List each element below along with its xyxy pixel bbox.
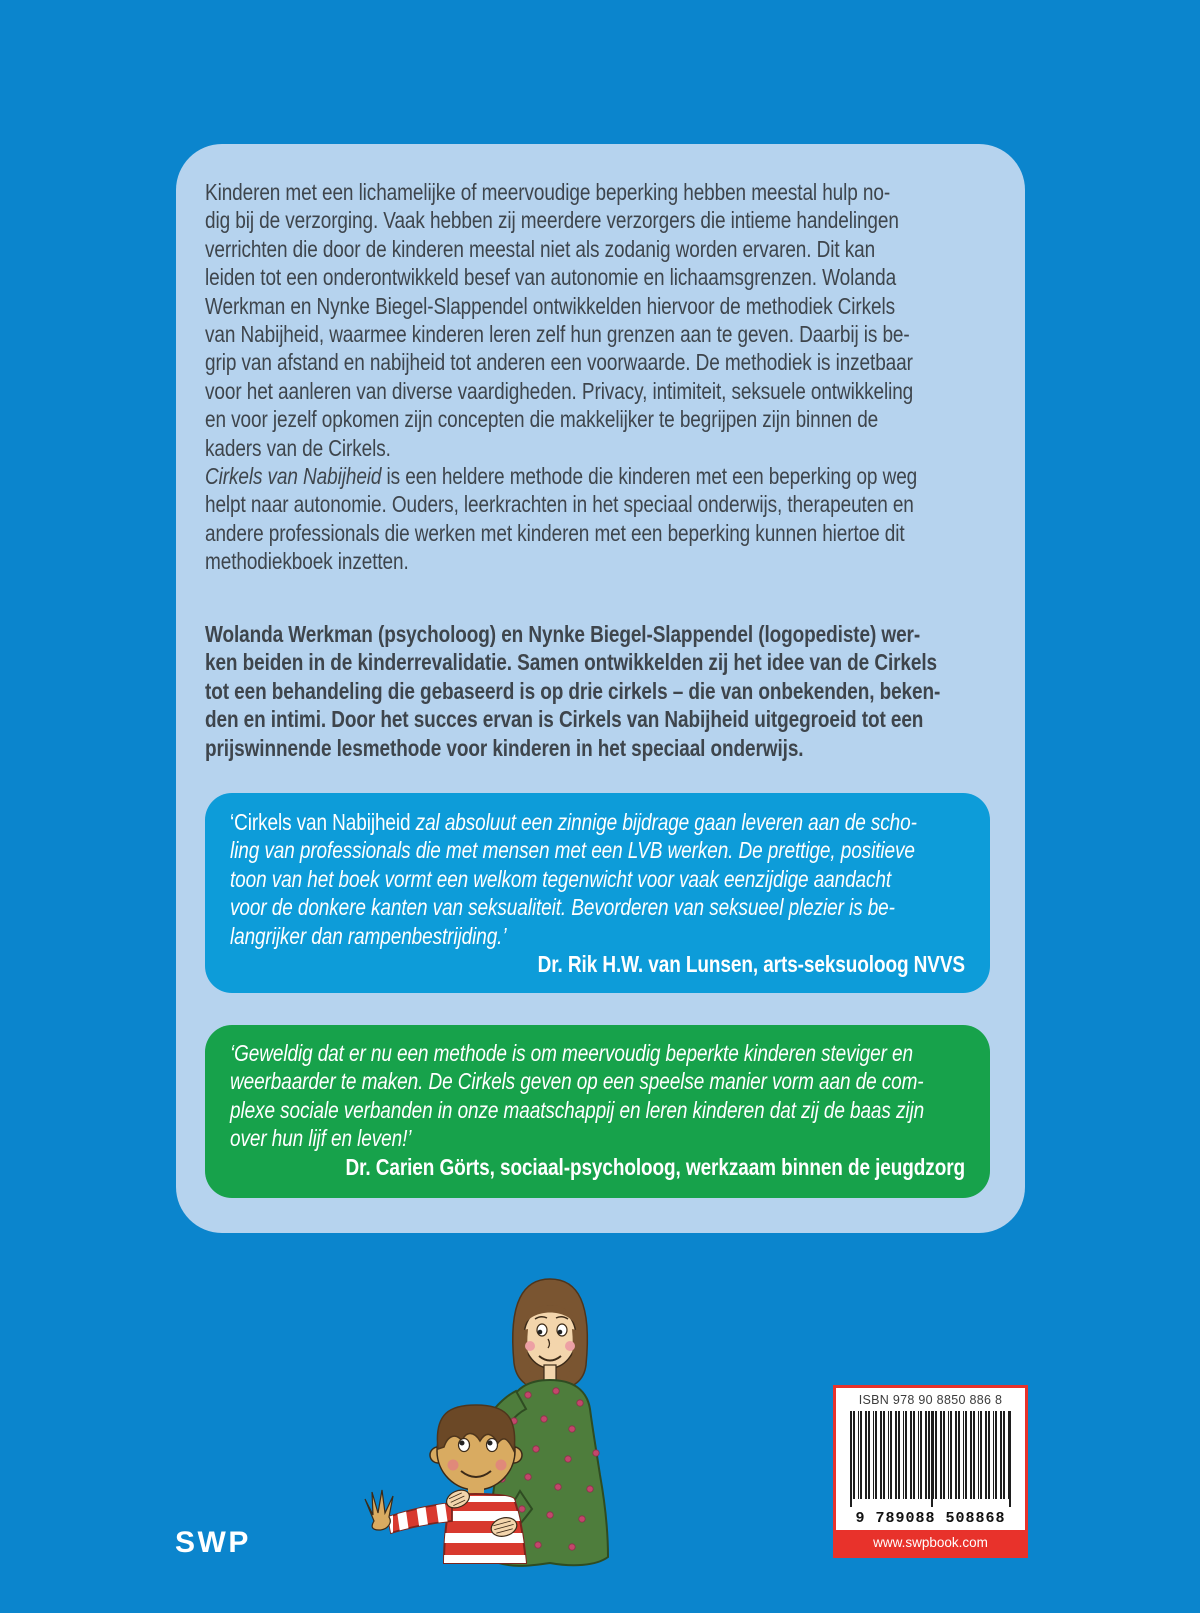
text-line: plexe sociale verbanden in onze maatschappij en leren kinderen dat zij de baas zijn [230,1098,925,1124]
text-line: Kinderen met een lichamelijke of meervoudige beperking hebben meestal hulp no- [205,180,891,206]
text-line: helpt naar autonomie. Ouders, leerkrachten in het speciaal onderwijs, therapeuten en [205,493,914,519]
publisher-website: www.swpbook.com [836,1530,1025,1555]
text-line: van Nabijheid, waarmee kinderen leren zelf hun grenzen aan te geven. Daarbij is be- [205,322,910,348]
text-line: voor het aanleren van diverse vaardigheden. Privacy, intimiteit, seksuele ontwikkeling [205,379,914,405]
text-line: Wolanda Werkman (psycholoog) en Nynke Biegel-Slappendel (logopediste) wer- [205,622,921,648]
quote-attribution: Dr. Carien Görts, sociaal-psycholoog, werkzaam binnen de jeugdzorg [345,1155,965,1181]
text-panel [176,144,1025,1233]
publisher-logo: SWP [175,1526,251,1559]
barcode [850,1411,1011,1499]
intro-paragraphs [205,180,1007,577]
text-line: den en intimi. Door het succes ervan is Cirkels van Nabijheid uitgegroeid tot een [205,707,924,734]
review-quote-green [205,1025,990,1198]
text-line: en voor jezelf opkomen zijn concepten die makkelijker te begrijpen zijn binnen de [205,407,879,434]
book-title-inline: ‘Cirkels van Nabijheid [230,810,416,836]
isbn-barcode-box [833,1385,1028,1558]
text-line: weerbaarder te maken. De Cirkels geven op een speelse manier vorm aan de com- [230,1070,924,1096]
text-line: andere professionals die werken met kinderen met een beperking kunnen hiertoe dit [205,521,905,547]
text-run: is een heldere methode die kinderen met een beperking op weg [381,464,918,490]
barcode-guard [1009,1411,1011,1507]
text-line: ken beiden in de kinderrevalidatie. Samen ontwikkelden zij het idee van de Cirkels [205,651,937,677]
book-title-inline: Cirkels van Nabijheid [205,464,382,490]
quote-attribution: Dr. Rik H.W. van Lunsen, arts-seksuoloog NVVS [537,952,965,978]
barcode-guard [931,1411,933,1507]
isbn-number: 9 789088 508868 [855,1510,1006,1527]
text-line: ling van professionals die met mensen met een LVB werken. De prettige, positieve [230,839,915,865]
text-line: prijswinnende lesmethode voor kinderen in het speciaal onderwijs. [205,736,804,762]
review-quote-blue [205,793,990,993]
text-line: verrichten die door de kinderen meestal niet als zodanig worden ervaren. Dit kan [205,237,876,263]
mother-and-child-illustration [358,1263,648,1575]
text-line: leiden tot een onderontwikkeld besef van autonomie en lichaamsgrenzen. Wolanda [205,265,897,292]
text-line: ‘Geweldig dat er nu een methode is om meervoudig beperkte kinderen steviger en [230,1041,913,1067]
barcode-guard [850,1411,852,1507]
text-line: grip van afstand en nabijheid tot anderen een voorwaarde. De methodiek is inzetbaar [205,351,913,377]
isbn-label: ISBN 978 90 8850 886 8 [858,1393,1003,1407]
text-line: langrijker dan rampenbestrijding.’ [230,924,507,950]
text-line: Werkman en Nynke Biegel-Slappendel ontwikkelden hiervoor de methodiek Cirkels [205,294,896,320]
text-run: zal absoluut een zinnige bijdrage gaan leveren aan de scho- [415,810,917,836]
text-line: methodiekboek inzetten. [205,549,409,576]
text-line: over hun lijf en leven!’ [230,1126,412,1153]
authors-paragraph [205,622,1007,764]
text-line: dig bij de verzorging. Vaak hebben zij meerdere verzorgers die intieme handelingen [205,209,899,235]
text-line: toon van het boek vormt een welkom tegenwicht voor vaak eenzijdige aandacht [230,867,892,893]
text-line: voor de donkere kanten van seksualiteit. Bevorderen van seksueel plezier is be- [230,895,895,922]
text-line: kaders van de Cirkels. [205,436,391,462]
text-line: tot een behandeling die gebaseerd is op drie cirkels – die van onbekenden, beken- [205,679,941,705]
